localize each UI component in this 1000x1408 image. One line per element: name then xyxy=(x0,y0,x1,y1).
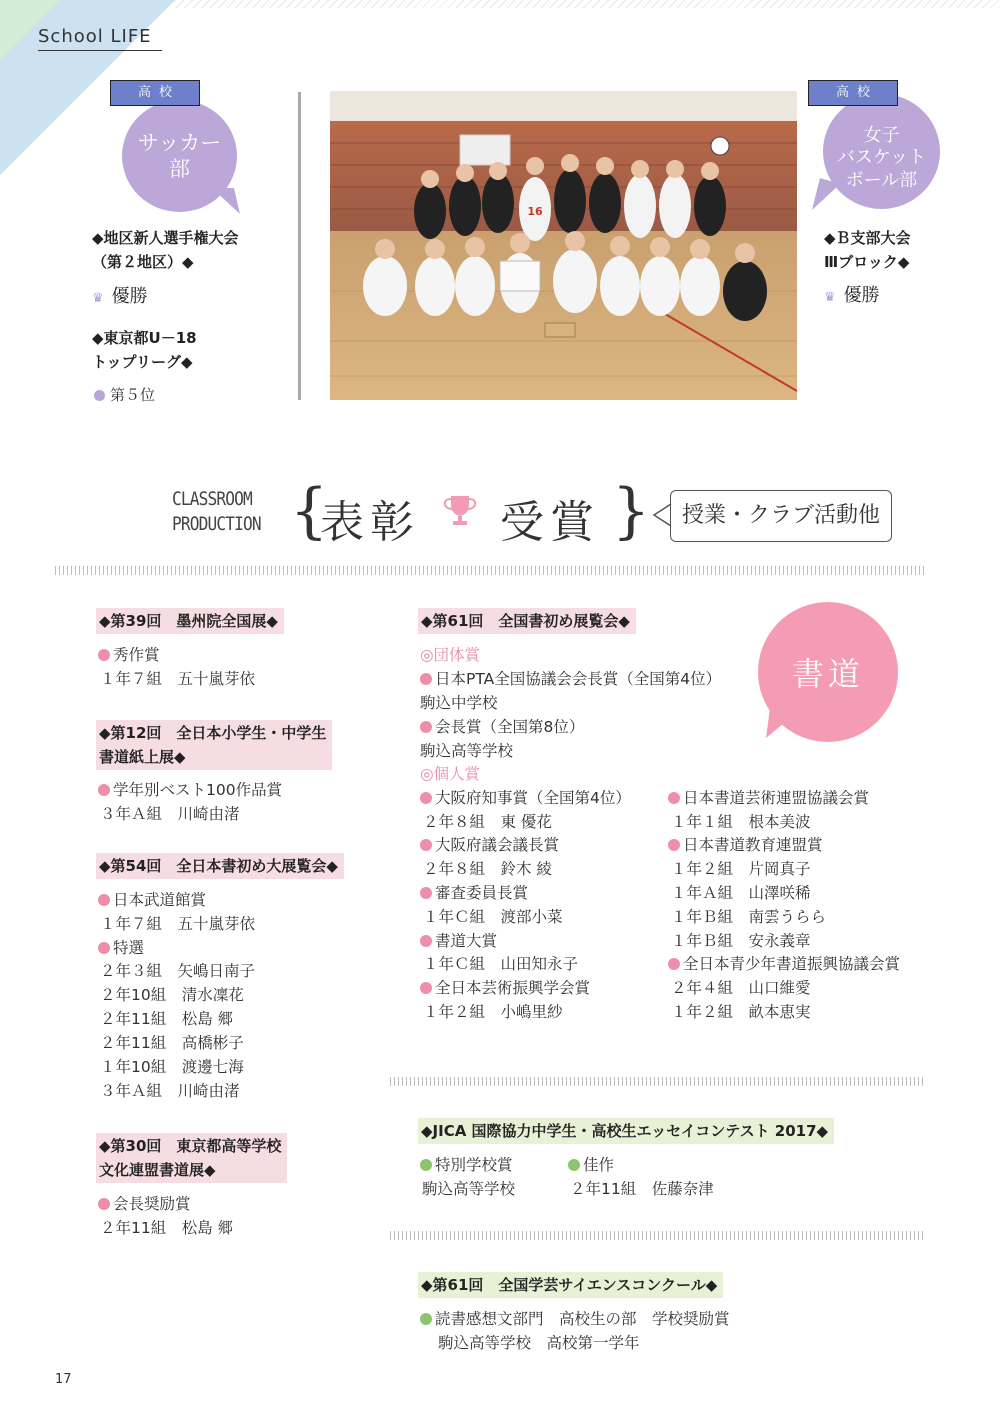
dot-icon xyxy=(420,935,432,947)
soccer-level-tag: 高校 xyxy=(110,80,200,106)
award-line xyxy=(420,787,631,811)
award-heading-line: 書道紙上展◆ xyxy=(99,748,186,766)
award-heading: ◆第61回 全国書初め展覧会◆ xyxy=(418,608,636,634)
awards-title-right: 受賞 xyxy=(500,497,600,548)
dot-icon xyxy=(420,721,432,733)
award-heading xyxy=(96,1133,287,1183)
award-name: 会長賞（全国第8位） xyxy=(435,718,585,736)
dot-icon xyxy=(568,1159,580,1171)
award-name: 日本書道教育連盟賞 xyxy=(683,836,823,854)
award-line xyxy=(420,834,559,858)
award-heading xyxy=(96,720,332,770)
dot-icon xyxy=(98,942,110,954)
award-line: １年１組 根本美波 xyxy=(671,813,811,831)
soccer-result-1-text: 優勝 xyxy=(111,286,148,307)
dot-icon xyxy=(420,792,432,804)
dot-icon xyxy=(420,1313,432,1325)
basketball-club-name: 女子 バスケット ボール部 xyxy=(836,124,927,191)
dotted-divider xyxy=(390,1077,926,1086)
speech-pointer xyxy=(652,502,672,528)
award-line: ２年８組 東 優花 xyxy=(423,813,552,831)
award-line xyxy=(668,834,823,858)
soccer-bubble-tail xyxy=(212,188,242,218)
crown-icon: ♛ xyxy=(824,290,836,305)
award-heading-line: ◆第12回 全日本小学生・中学生 xyxy=(99,724,327,742)
award-line: １年７組 五十嵐芽依 xyxy=(100,670,256,688)
section-title: School LIFE xyxy=(38,26,152,47)
award-heading-line: ◆第30回 東京都高等学校 xyxy=(99,1137,282,1155)
dot-icon xyxy=(668,792,680,804)
award-name: 会長奨励賞 xyxy=(113,1195,191,1213)
dot-icon xyxy=(668,839,680,851)
soccer-result-2-text: 第５位 xyxy=(110,386,156,404)
award-line xyxy=(98,1193,191,1217)
award-line: １年Ｃ組 山田知永子 xyxy=(423,955,579,973)
individual-award-label: ◎個人賞 xyxy=(420,765,481,783)
soccer-result-1 xyxy=(92,282,148,308)
award-line: １年Ｂ組 安永義章 xyxy=(671,932,811,950)
top-hatch-line xyxy=(175,0,1000,8)
award-name: 学年別ベスト100作品賞 xyxy=(113,781,283,799)
award-line: ２年11組 松島 郷 xyxy=(100,1010,234,1028)
award-name: 日本PTA全国協議会会長賞（全国第4位） xyxy=(435,670,722,688)
page-number: 17 xyxy=(55,1372,72,1387)
award-name: 読書感想文部門 高校生の部 学校奨励賞 xyxy=(435,1310,730,1328)
basketball-result-1-text: 優勝 xyxy=(843,285,880,306)
award-line xyxy=(98,644,160,668)
basketball-club-bubble xyxy=(823,94,940,209)
award-line: １年２組 畝本恵実 xyxy=(671,1003,811,1021)
award-name: 全日本青少年書道振興協議会賞 xyxy=(683,955,901,973)
award-name: 特別学校賞 xyxy=(435,1156,513,1174)
left-brace: { xyxy=(290,476,329,546)
basketball-bubble-tail xyxy=(810,178,840,212)
award-line: １年Ａ組 山澤咲稀 xyxy=(671,884,811,902)
award-line: ３年Ａ組 川崎由渚 xyxy=(100,1082,240,1100)
right-brace: } xyxy=(612,476,651,546)
award-name: 書道大賞 xyxy=(435,932,498,950)
award-line: ３年Ａ組 川崎由渚 xyxy=(100,805,240,823)
award-line: １年２組 小嶋里紗 xyxy=(423,1003,563,1021)
award-line xyxy=(420,716,584,740)
dot-icon xyxy=(94,390,105,401)
award-name: 特選 xyxy=(113,939,145,957)
award-line xyxy=(668,787,869,811)
soccer-event-1: ◆地区新人選手権大会 （第２地区）◆ xyxy=(92,229,239,271)
dot-icon xyxy=(98,1198,110,1210)
soccer-result-2 xyxy=(94,383,155,407)
award-line: 駒込高等学校 xyxy=(422,1180,516,1198)
basketball-result-1 xyxy=(824,281,880,307)
award-line xyxy=(98,779,282,803)
award-heading: ◆第39回 墨州院全国展◆ xyxy=(96,608,284,634)
classroom-label: CLASSROOM xyxy=(172,488,252,510)
award-heading: ◆第61回 全国学芸サイエンスコンクール◆ xyxy=(418,1272,723,1298)
award-line xyxy=(668,953,900,977)
award-line xyxy=(420,930,497,954)
awards-title-left: 表彰 xyxy=(320,497,420,548)
dot-icon xyxy=(420,1159,432,1171)
basketball-event-1: ◆Ｂ支部大会 Ⅲブロック◆ xyxy=(824,229,911,271)
award-line: 駒込中学校 xyxy=(420,694,498,712)
award-line xyxy=(568,1154,614,1178)
basketball-level-tag: 高校 xyxy=(808,80,898,106)
awards-subtitle: 授業・クラブ活動他 xyxy=(670,490,892,542)
award-line: ２年３組 矢嶋日南子 xyxy=(100,962,256,980)
award-name: 日本書道芸術連盟協議会賞 xyxy=(683,789,870,807)
award-line: 駒込高等学校 高校第一学年 xyxy=(438,1334,640,1352)
award-line xyxy=(98,937,144,961)
section-title-underline xyxy=(38,50,162,51)
award-line: １年10組 渡邊七海 xyxy=(100,1058,244,1076)
crown-icon: ♛ xyxy=(92,291,104,306)
vertical-divider xyxy=(298,92,301,400)
dot-icon xyxy=(98,894,110,906)
award-line xyxy=(420,977,590,1001)
soccer-event-2: ◆東京都U－18 トップリーグ◆ xyxy=(92,329,197,371)
award-name: 日本武道館賞 xyxy=(113,891,207,909)
award-line: １年７組 五十嵐芽依 xyxy=(100,915,256,933)
dotted-divider xyxy=(390,1231,926,1240)
award-line: 駒込高等学校 xyxy=(420,742,514,760)
award-name: 秀作賞 xyxy=(113,646,160,664)
trophy-icon xyxy=(442,492,478,528)
dot-icon xyxy=(98,649,110,661)
award-name: 審査委員長賞 xyxy=(435,884,529,902)
award-line xyxy=(420,1308,730,1332)
award-line: ２年11組 松島 郷 xyxy=(100,1219,234,1237)
award-line: ２年４組 山口維愛 xyxy=(671,979,811,997)
team-photo xyxy=(330,91,797,400)
award-name: 佳作 xyxy=(583,1156,615,1174)
award-line: ２年11組 高橋彬子 xyxy=(100,1034,244,1052)
award-line: ２年11組 佐藤奈津 xyxy=(570,1180,714,1198)
group-award-label: ◎団体賞 xyxy=(420,646,481,664)
award-line: １年Ｂ組 南雲うらら xyxy=(671,908,827,926)
soccer-club-name: サッカー 部 xyxy=(137,130,222,181)
dot-icon xyxy=(420,839,432,851)
dotted-divider xyxy=(55,566,925,575)
dot-icon xyxy=(420,673,432,685)
dot-icon xyxy=(420,982,432,994)
award-line: １年Ｃ組 渡部小菜 xyxy=(423,908,563,926)
classroom-production-logo xyxy=(172,487,261,537)
award-line xyxy=(420,668,721,692)
award-name: 大阪府知事賞（全国第4位） xyxy=(435,789,631,807)
dot-icon xyxy=(98,784,110,796)
award-line: ２年10組 清水凜花 xyxy=(100,986,244,1004)
calligraphy-badge: 書道 xyxy=(758,602,898,742)
award-name: 全日本芸術振興学会賞 xyxy=(435,979,591,997)
calligraphy-badge-tail xyxy=(766,708,796,740)
award-line xyxy=(420,882,528,906)
dot-icon xyxy=(668,958,680,970)
award-heading: ◆第54回 全日本書初め大展覧会◆ xyxy=(96,853,344,879)
award-heading-line: 文化連盟書道展◆ xyxy=(99,1161,216,1179)
dot-icon xyxy=(420,887,432,899)
production-label: PRODUCTION xyxy=(172,513,261,535)
jersey-number: 16 xyxy=(527,205,543,218)
award-line: １年２組 片岡真子 xyxy=(671,860,811,878)
award-line xyxy=(98,889,206,913)
award-name: 大阪府議会議長賞 xyxy=(435,836,560,854)
award-heading: ◆JICA 国際協力中学生・高校生エッセイコンテスト 2017◆ xyxy=(418,1118,834,1144)
award-line xyxy=(420,1154,513,1178)
award-line: ２年８組 鈴木 綾 xyxy=(423,860,552,878)
